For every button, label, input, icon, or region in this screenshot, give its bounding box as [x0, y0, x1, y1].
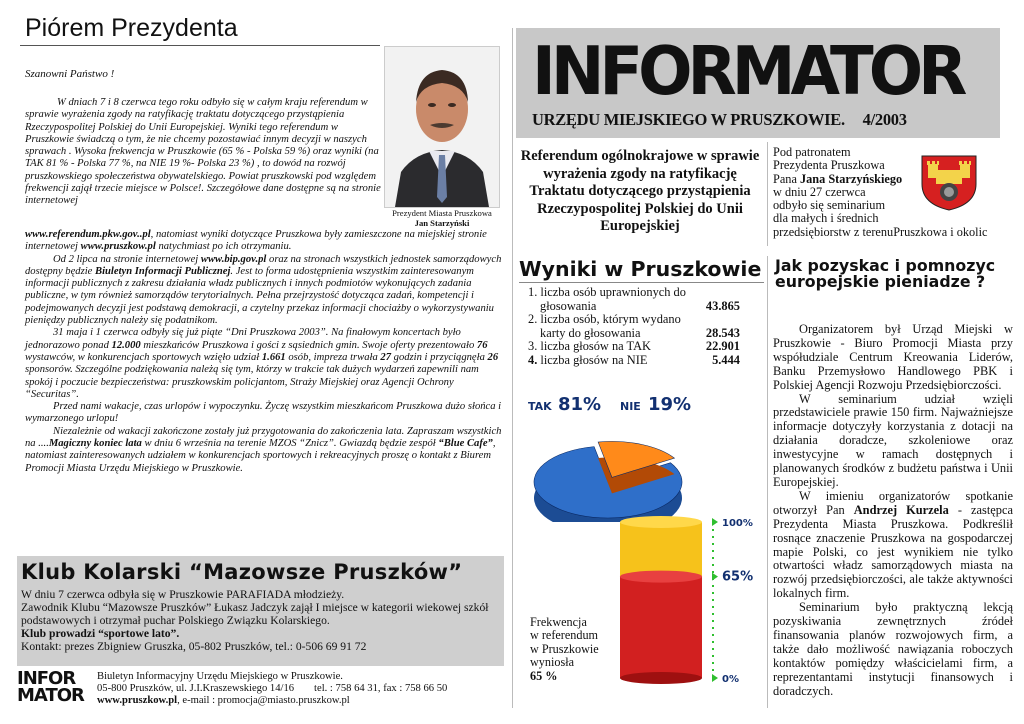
bar-turnout-cap [620, 571, 702, 583]
footer-line [97, 683, 507, 695]
letter-text: mieszkańców Pruszkowa i gości z sąsiednich gmin. Swoje oferty prezentowało [143, 339, 475, 351]
pie-value-label-tak: 81% [558, 394, 602, 415]
informator-masthead [516, 28, 1000, 138]
result-row [528, 327, 740, 341]
letter-greeting: Szanowni Państwo ! [25, 68, 115, 80]
club-line-bold: Klub prowadzi “sportowe lato”. [21, 627, 180, 640]
masthead-subtitle [532, 110, 907, 130]
phone-fax: tel. : 758 64 31, fax : 758 66 50 [314, 683, 448, 694]
seminar-title [775, 258, 995, 290]
axis-dot [712, 627, 714, 629]
axis-dot [712, 599, 714, 601]
result-label: 2. liczba osób, którym wydano [528, 312, 681, 327]
axis-dot [712, 641, 714, 643]
letter-text: oraz na stronach wszystkich jednostek samorządowych dostępny będzie [25, 253, 502, 277]
letter-body [25, 97, 381, 208]
portrait-image [385, 47, 499, 207]
president-photo [384, 46, 500, 208]
axis-dot [712, 585, 714, 587]
tick-label: 100% [722, 518, 753, 529]
axis-dot [712, 648, 714, 650]
link-referendum[interactable]: www.referendum.pkw.gov..pl [25, 229, 151, 240]
column-divider-2 [767, 256, 768, 708]
results-list [528, 286, 740, 368]
results-underline [519, 282, 764, 283]
club-section [17, 556, 504, 666]
pie-label-tak: TAK [528, 400, 552, 413]
axis-dot [712, 634, 714, 636]
turnout-line: w Pruszkowie [530, 641, 599, 656]
seminar-paragraph: Seminarium było praktyczną lekcją pozyskiwania zewnętrznych źródeł finansowania planów rozwojowych firm, a także dało możliwość nawiązania roboczych kontaktów pomiędzy właścicielami firm, a reprezentantami instytucji finansowych i doradczych. [773, 600, 1013, 698]
letter-text: Przed nami wakacje, czas urlopów i wypoczynku. Życzę wszystkim mieszkańcom Pruszkowa dużo słońca i wymarzonego urlopu! [25, 401, 502, 425]
axis-dot [712, 620, 714, 622]
patron-line: odbyło się seminarium [773, 198, 886, 213]
footer-info [97, 671, 507, 707]
patron-text: Pana [773, 171, 797, 186]
tick-label: 0% [722, 674, 739, 685]
tick-marker [712, 573, 718, 581]
footer-website-link[interactable]: www.pruszkow.pl [97, 695, 178, 706]
letter-text: wystawców, w konkurencjach sportowych wzięło udział [25, 351, 260, 363]
pie-label-nie: NIE [620, 400, 641, 413]
band-name: “Blue Cafe” [438, 438, 493, 450]
letter-text: . Jest to forma udostępnienia wszystkim zainteresowanym informacji publicznych z zakresu działania władz publicznych i innych podmiotów wykonujących zadania publiczne, w tym również samorządów terytorialnych. Pełna przejrzystość dotycząca zadań, kompetencji i podejmowanych decyzji jest podstawą demokracji, a czytelny przekaz informacji chociażby o wykorzystywaniu pieniędzy publicznych należy się podatnikom. [25, 265, 494, 327]
coat-of-arms-icon [918, 150, 980, 212]
speaker-name: Andrzej Kurzela [853, 502, 949, 517]
axis-dot [712, 592, 714, 594]
column-divider [767, 142, 768, 246]
result-label: 1. liczba osób uprawnionych do [528, 285, 686, 299]
letter-text: , natomiast zainteresowanych udziałem w konkurencjach sportowych i rekreacyjnych proszę o kontakt z Biurem Promocji Miasta Urzędu Miejskiego w Pruszkowie. [25, 438, 496, 474]
result-value: 22.901 [705, 339, 740, 354]
letter-text: osób, impreza trwała [288, 351, 378, 363]
axis-dot [712, 543, 714, 545]
seminar-title-line: Jak pozyskac i pomnozyc [775, 256, 996, 275]
page-title: Piórem Prezydenta [25, 14, 238, 42]
result-value: 28.543 [705, 325, 740, 340]
informator-logo [17, 670, 87, 710]
letter-text: 31 maja i 1 czerwca odbyły się już piąte “Dni Pruszkowa 2003”. Na finałowym koncertach było jednorazowo ponad [25, 327, 461, 351]
seminar-paragraph: Organizatorem był Urząd Miejski w Pruszkowie - Biuro Promocji Miasta przy współudziale Centrum Kreowania Liderów, Banku Przemysłowo Handlowego PBK i Polskiej Agencji Rozwoju Przedsiębiorczości. [773, 322, 1013, 392]
logo-text: MATOR [17, 685, 84, 706]
club-title: Klub Kolarski “Mazowsze Pruszków” [21, 560, 463, 584]
patron-line: Prezydenta Pruszkowa [773, 158, 885, 173]
result-row [528, 286, 740, 300]
axis-dot [712, 613, 714, 615]
event-name: Magiczny koniec lata [48, 438, 142, 450]
bip-name: Biuletyn Informacji Publicznej [95, 265, 231, 277]
seminar-text: - zastępca Prezydenta Miasta Pruszkowa. Podkreślił rosnące znaczenie Pruszkowa na gospodarczej mapie Polski, co jest wynikiem nie tylko otwartości władz samorządowych miasta na rozwój przedsiębiorczości, ale także aktywności lokalnych firm. [773, 502, 1013, 601]
seminar-article [773, 323, 1013, 698]
club-contact: Kontakt: prezes Zbigniew Gruszka, 05-802 Pruszków, tel.: 0-506 69 91 72 [21, 640, 367, 653]
turnout-value: 65 % [530, 668, 558, 683]
letter-text: godzin i przyciągnęła [393, 351, 485, 363]
patron-line: w dniu 27 czerwca [773, 184, 866, 199]
axis-dot [712, 655, 714, 657]
club-line: W dniu 7 czerwca odbyła się w Pruszkowie PARAFIADA młodzieży. [21, 588, 345, 601]
tick-marker [712, 518, 718, 526]
turnout-line: Frekwencja [530, 615, 587, 629]
axis-dot [712, 669, 714, 671]
referendum-pie-chart [520, 392, 760, 522]
page-divider [512, 28, 513, 708]
patron-name: Jana Starzyńskiego [799, 171, 903, 186]
link-bip[interactable]: www.bip.gov.pl [200, 253, 267, 265]
letter-paragraph-1: W dniach 7 i 8 czerwca tego roku odbyło się w całym kraju referendum w sprawie wyrażenia zgody na ratyfikację traktatu dotyczącego przystąpienia Rzeczypospolitej Polskiej do Unii Europejskiej. Wyniki tego referendum w Pruszkowie świadczą o tym, że nie chcemy pozostawiać innym decyzji w naszych sprawach . Wysoka frekwencja w Pruszkowie (65 % - Polska 59 %) oraz wyniki (na TAK 81 % - Polska 77 %, na NIE 19 %- Polska 23 %) , to dowód na rozwój pruszkowskiego społeczeństwa obywatelskiego. Powiat pruszkowski pod względem frekwencji zajął trzecie miejsce w Polsce!. Szczegółowe dane dostępne są na stronie internetowej [25, 97, 381, 207]
address: 05-800 Pruszków, ul. J.I.Kraszewskiego 14/16 [97, 683, 295, 694]
axis-dot [712, 557, 714, 559]
result-row [528, 354, 740, 368]
turnout-line: w referendum [530, 628, 599, 643]
letter-text: Od 2 lipca na stronie internetowej [53, 253, 199, 265]
logo-text: INFOR [17, 668, 76, 689]
result-label: karty do głosowania [540, 325, 641, 340]
result-number: 4. [528, 352, 538, 367]
axis-dot [712, 529, 714, 531]
issue-number: 4/2003 [862, 110, 907, 129]
club-line: Zawodnik Klubu “Mazowsze Pruszków” Łukasz Jadczyk zajął I miejsce w kategorii wiekowej szkół podstawowych i otrzymał puchar Polskiego Związku Kolarskiego. [21, 601, 489, 627]
stat-number: 27 [380, 351, 391, 363]
result-label: liczba głosów na NIE [540, 352, 648, 367]
caption-name: Jan Starzyński [414, 218, 470, 228]
letter-text: , natomiast wyniki dotyczące Pruszkowa były zamieszczone na miejskiej stronie internetowej [25, 229, 487, 253]
seminar-text: W imieniu organizatorów spotkanie otworzył Pan [773, 488, 1013, 517]
footer-email[interactable]: , e-mail : promocja@miasto.pruszkow.pl [177, 695, 350, 706]
result-label: głosowania [540, 298, 597, 313]
axis-dot [712, 571, 714, 573]
axis-dot [712, 662, 714, 664]
link-pruszkow[interactable]: www.pruszkow.pl [80, 241, 156, 253]
axis-dot [712, 536, 714, 538]
club-body [21, 588, 497, 653]
result-row [528, 300, 740, 314]
masthead-office: URZĘDU MIEJSKIEGO W PRUSZKOWIE. [532, 110, 845, 129]
axis-dot [712, 564, 714, 566]
results-title: Wyniki w Pruszkowie [519, 257, 762, 281]
letter-text: natychmiast po ich otrzymaniu. [158, 241, 292, 253]
result-value: 5.444 [712, 352, 740, 367]
bar-top-cap [620, 516, 702, 528]
patron-line: Pod patronatem [773, 145, 851, 159]
letter-body-wide [25, 229, 505, 475]
result-row [528, 340, 740, 354]
photo-caption [380, 208, 504, 228]
result-label: 3. liczba głosów na TAK [528, 339, 652, 354]
seminar-title-line: europejskie pieniadze ? [775, 272, 986, 291]
bar-base-cap [620, 672, 702, 684]
result-row [528, 313, 740, 327]
letter-text: sponsorów. Szczególne podziękowania należą się tym, którzy w trakcie tak dużych wydarzeń zapewnili nam spokój i poczucie bezpieczeństwa: pruszkowskim policjantom, Straży Miejskiej oraz Agencji Ochrony “Securitas”. [25, 364, 479, 400]
footer-line [97, 695, 507, 707]
axis-dot [712, 606, 714, 608]
stat-number: 76 [476, 339, 488, 351]
result-value: 43.865 [705, 298, 740, 313]
seminar-paragraph: W seminarium udział wzięli przedstawiciele prawie 150 firm. Najważniejsze informacje dotyczyły korzystania z dotacji na działania doradcze, szkoleniowe oraz inwestycyjne w ramach dostępnych i planowanych środków z budżetu państwa i Unii Europejskiej. [773, 391, 1013, 489]
tick-marker [712, 674, 718, 682]
stat-number: 26 [487, 351, 499, 363]
patron-line: przedsiębiorstw z terenuPruszkowa i okolic [773, 224, 988, 239]
turnout-line: wyniosła [530, 655, 575, 670]
patron-line: dla małych i średnich [773, 211, 879, 226]
referendum-heading: Referendum ogólnokrajowe w sprawie wyrażenia zgody na ratyfikację Traktatu dotyczącego przystąpienia Rzeczypospolitej Polskiej do Unii Europejskiej [520, 148, 760, 235]
turnout-caption [530, 616, 599, 683]
title-divider [20, 45, 380, 46]
seminar-paragraph [773, 490, 1013, 601]
stat-number: 12.000 [111, 339, 141, 351]
letter-text: Niezależnie od wakacji zakończone zostały już przygotowania do zakończenia lata. Zapraszam wszystkich na .... [25, 425, 502, 450]
masthead-title: INFORMATOR [532, 33, 963, 111]
tick-label: 65% [722, 569, 754, 585]
axis-dot [712, 550, 714, 552]
footer-line: Biuletyn Informacyjny Urzędu Miejskiego w Pruszkowie. [97, 671, 343, 682]
stat-number: 1.661 [261, 351, 286, 363]
pie-value-label-nie: 19% [648, 394, 692, 415]
bar-turnout [620, 577, 702, 678]
letter-text: w dniu 6 września na terenie MZOS “Znicz”. Gwiazdą będzie zespół [144, 438, 436, 450]
caption-role: Prezydent Miasta Pruszkowa [392, 208, 492, 218]
